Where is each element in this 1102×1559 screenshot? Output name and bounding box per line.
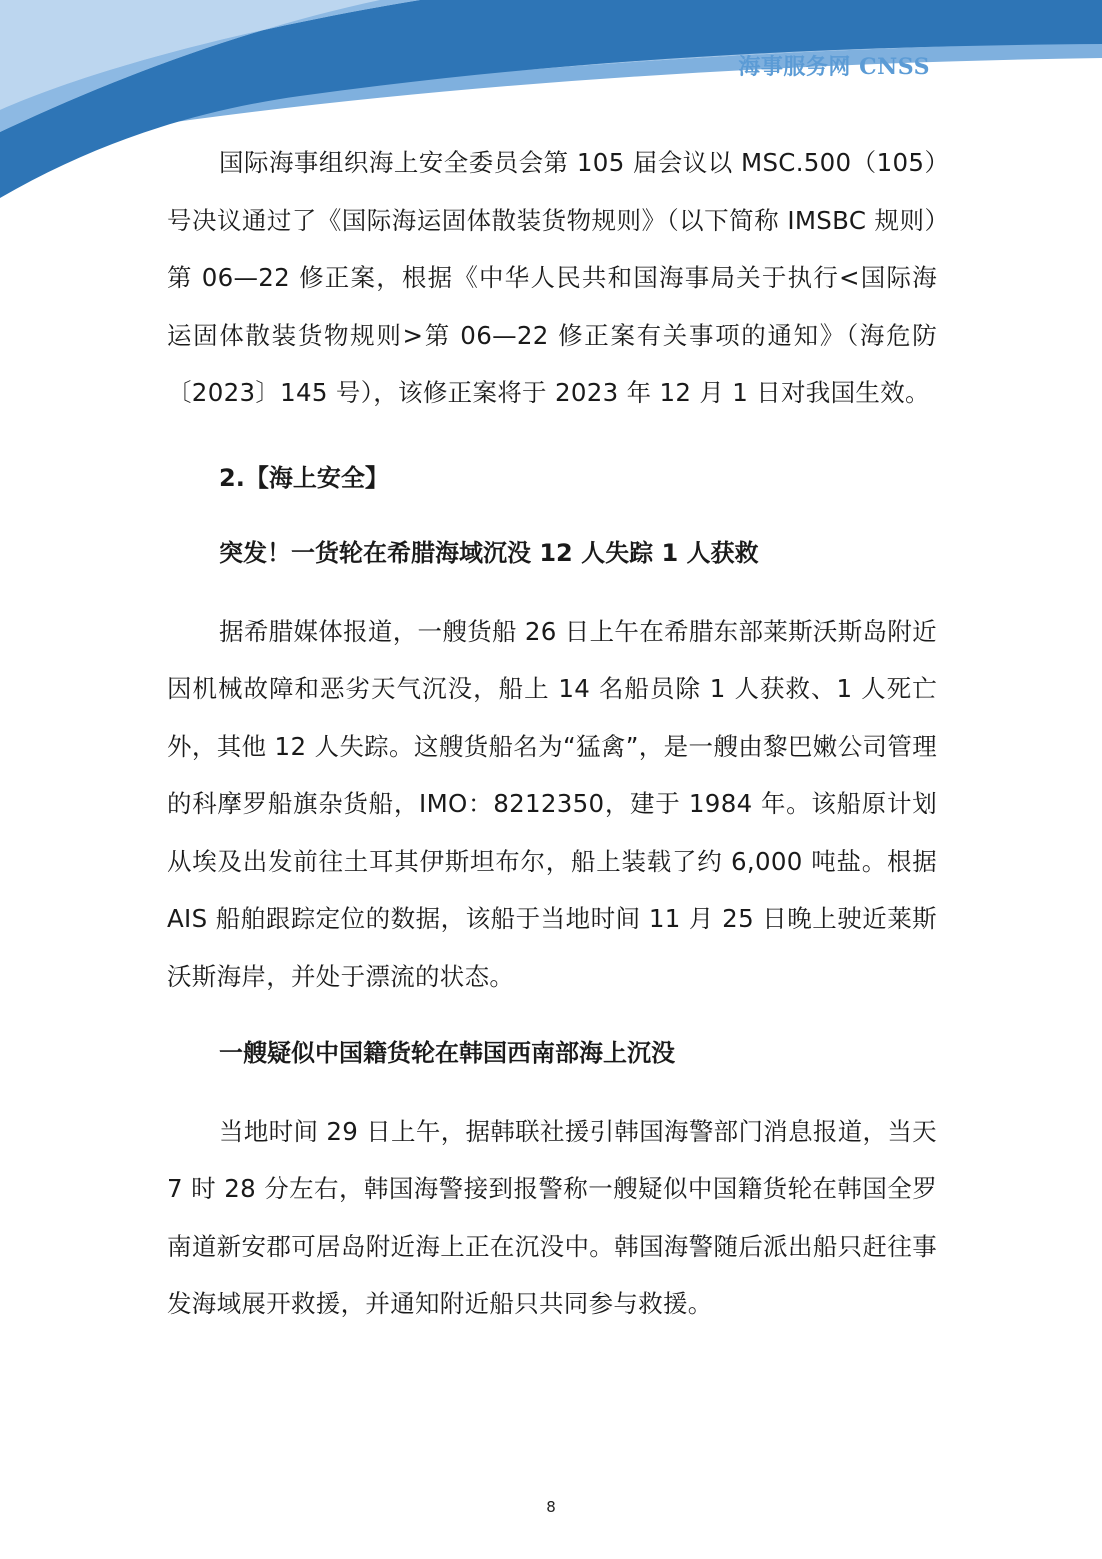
article1-title: 突发！一货轮在希腊海域沉没 12 人失踪 1 人获救	[219, 539, 759, 567]
intro-paragraph: 国际海事组织海上安全委员会第 105 届会议以 MSC.500（105）号决议通过了《国际海运固体散装货物规则》（以下简称 IMSBC 规则）第 06—22 修正案，根据《中华人民共和国海事局关于执行<国际海运固体散装货物规则>第 06—22 修正案有关事项的通知》（海危防〔2023〕145 号），该修正案将于 2023 年 12 月 1 日对我国生效。	[167, 148, 937, 407]
article2-paragraph: 当地时间 29 日上午，据韩联社援引韩国海警部门消息报道，当天 7 时 28 分左右，韩国海警接到报警称一艘疑似中国籍货轮在韩国全罗南道新安郡可居岛附近海上正在沉没中。韩国海警随后派出船只赶往事发海域展开救援，并通知附近船只共同参与救援。	[167, 1116, 937, 1318]
article2-title: 一艘疑似中国籍货轮在韩国西南部海上沉没	[219, 1039, 675, 1067]
page-number: 8	[546, 1498, 556, 1516]
brand-logo-text: 海事服务网 CNSS	[738, 54, 930, 80]
document-body	[167, 134, 937, 1333]
section-heading: 2.【海上安全】	[219, 463, 389, 492]
article1-paragraph: 据希腊媒体报道，一艘货船 26 日上午在希腊东部莱斯沃斯岛附近因机械故障和恶劣天气沉没，船上 14 名船员除 1 人获救、1 人死亡外，其他 12 人失踪。这艘货船名为“猛禽”，是一艘由黎巴嫩公司管理的科摩罗船旗杂货船，IMO：8212350，建于 1984 年。该船原计划从埃及出发前往土耳其伊斯坦布尔，船上装载了约 6,000 吨盐。根据 AIS 船舶跟踪定位的数据，该船于当地时间 11 月 25 日晚上驶近莱斯沃斯海岸，并处于漂流的状态。	[167, 616, 937, 991]
